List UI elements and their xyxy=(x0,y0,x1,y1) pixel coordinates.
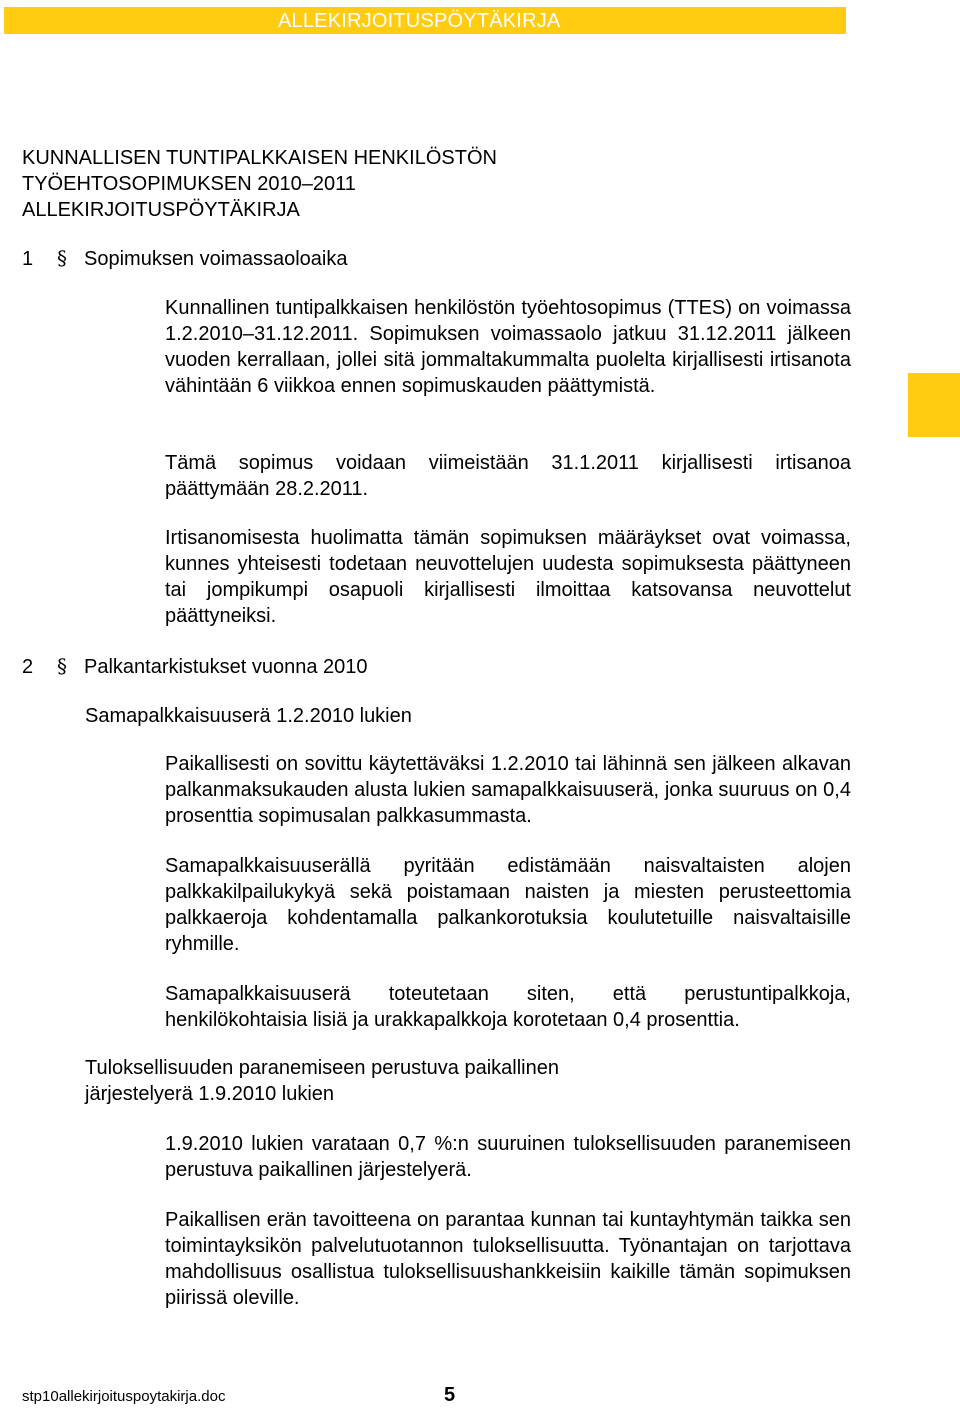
section-number: 2 xyxy=(22,656,34,678)
side-marker-tab xyxy=(908,373,960,437)
section-1-paragraph-2: Tämä sopimus voidaan viimeistään 31.1.2011 kirjallisesti irtisanoa päättymään 28.2.2011. xyxy=(165,452,851,500)
section-1-paragraph-1: Kunnallinen tuntipalkkaisen henkilöstön työehtosopimus (TTES) on voimassa 1.2.2010–31.12.2011. Sopimuksen voimassaolo jatkuu 31.12.2011 jälkeen vuoden kerrallaan, jollei sitä jommaltakummalta puolelta kirjallisesti irtisanota vähintään 6 viikkoa ennen sopimuskauden päättymistä. xyxy=(165,297,851,397)
banner-title: ALLEKIRJOITUSPÖYTÄKIRJA xyxy=(278,10,561,32)
title-line-2: TYÖEHTOSOPIMUKSEN 2010–2011 xyxy=(22,173,356,195)
paragraph-sign: § xyxy=(57,654,67,678)
equal-pay-paragraph-3: Samapalkkaisuuserä toteutetaan siten, että perustuntipalkkoja, henkilökohtaisia lisiä ja urakkapalkkoja korotetaan 0,4 prosenttia. xyxy=(165,983,851,1031)
subsection-productivity-heading xyxy=(85,1055,559,1107)
section-2-heading xyxy=(22,653,368,680)
productivity-paragraph-1: 1.9.2010 lukien varataan 0,7 %:n suuruinen tuloksellisuuden paranemiseen perustuva paikallinen järjestelyerä. xyxy=(165,1133,851,1181)
title-line-1: KUNNALLISEN TUNTIPALKKAISEN HENKILÖSTÖN xyxy=(22,147,497,169)
section-title: Palkantarkistukset vuonna 2010 xyxy=(84,656,368,678)
equal-pay-paragraph-1: Paikallisesti on sovittu käytettäväksi 1.2.2010 tai lähinnä sen jälkeen alkavan palkanmaksukauden alusta lukien samapalkkaisuuserä, jonka suuruus on 0,4 prosenttia sopimusalan palkkasummasta. xyxy=(165,753,851,827)
section-number: 1 xyxy=(22,248,34,270)
productivity-paragraph-2: Paikallisen erän tavoitteena on parantaa kunnan tai kuntayhtymän taikka sen toimintayksikön palvelutuotannon tuloksellisuutta. Työnantajan on tarjottava mahdollisuus osallistua tuloksellisuushankkeisiin kaikille tämän sopimuksen piirissä oleville. xyxy=(165,1209,851,1309)
footer-page-number: 5 xyxy=(444,1384,456,1406)
section-1-heading xyxy=(22,245,347,272)
footer-filename: stp10allekirjoituspoytakirja.doc xyxy=(22,1388,226,1405)
section-1-paragraph-3: Irtisanomisesta huolimatta tämän sopimuksen määräykset ovat voimassa, kunnes yhteisesti todetaan neuvottelujen uudesta sopimuksesta päättyneen tai jompikumpi osapuoli kirjallisesti ilmoittaa katsovansa neuvottelut päättyneiksi. xyxy=(165,527,851,627)
productivity-heading-line-1: Tuloksellisuuden paranemiseen perustuva paikallinen xyxy=(85,1057,559,1079)
subsection-equal-pay-heading: Samapalkkaisuuserä 1.2.2010 lukien xyxy=(85,705,412,727)
paragraph-sign: § xyxy=(57,246,67,270)
equal-pay-paragraph-2: Samapalkkaisuuserällä pyritään edistämään naisvaltaisten alojen palkkakilpailukykyä sekä poistamaan naisten ja miesten perusteettomia palkkaeroja kohdentamalla palkankorotuksia koulutetuille naisvaltaisille ryhmille. xyxy=(165,855,851,955)
title-line-3: ALLEKIRJOITUSPÖYTÄKIRJA xyxy=(22,199,300,221)
document-title xyxy=(22,145,497,223)
section-title: Sopimuksen voimassaoloaika xyxy=(84,248,348,270)
header-banner xyxy=(4,7,846,34)
productivity-heading-line-2: järjestelyerä 1.9.2010 lukien xyxy=(85,1083,335,1105)
